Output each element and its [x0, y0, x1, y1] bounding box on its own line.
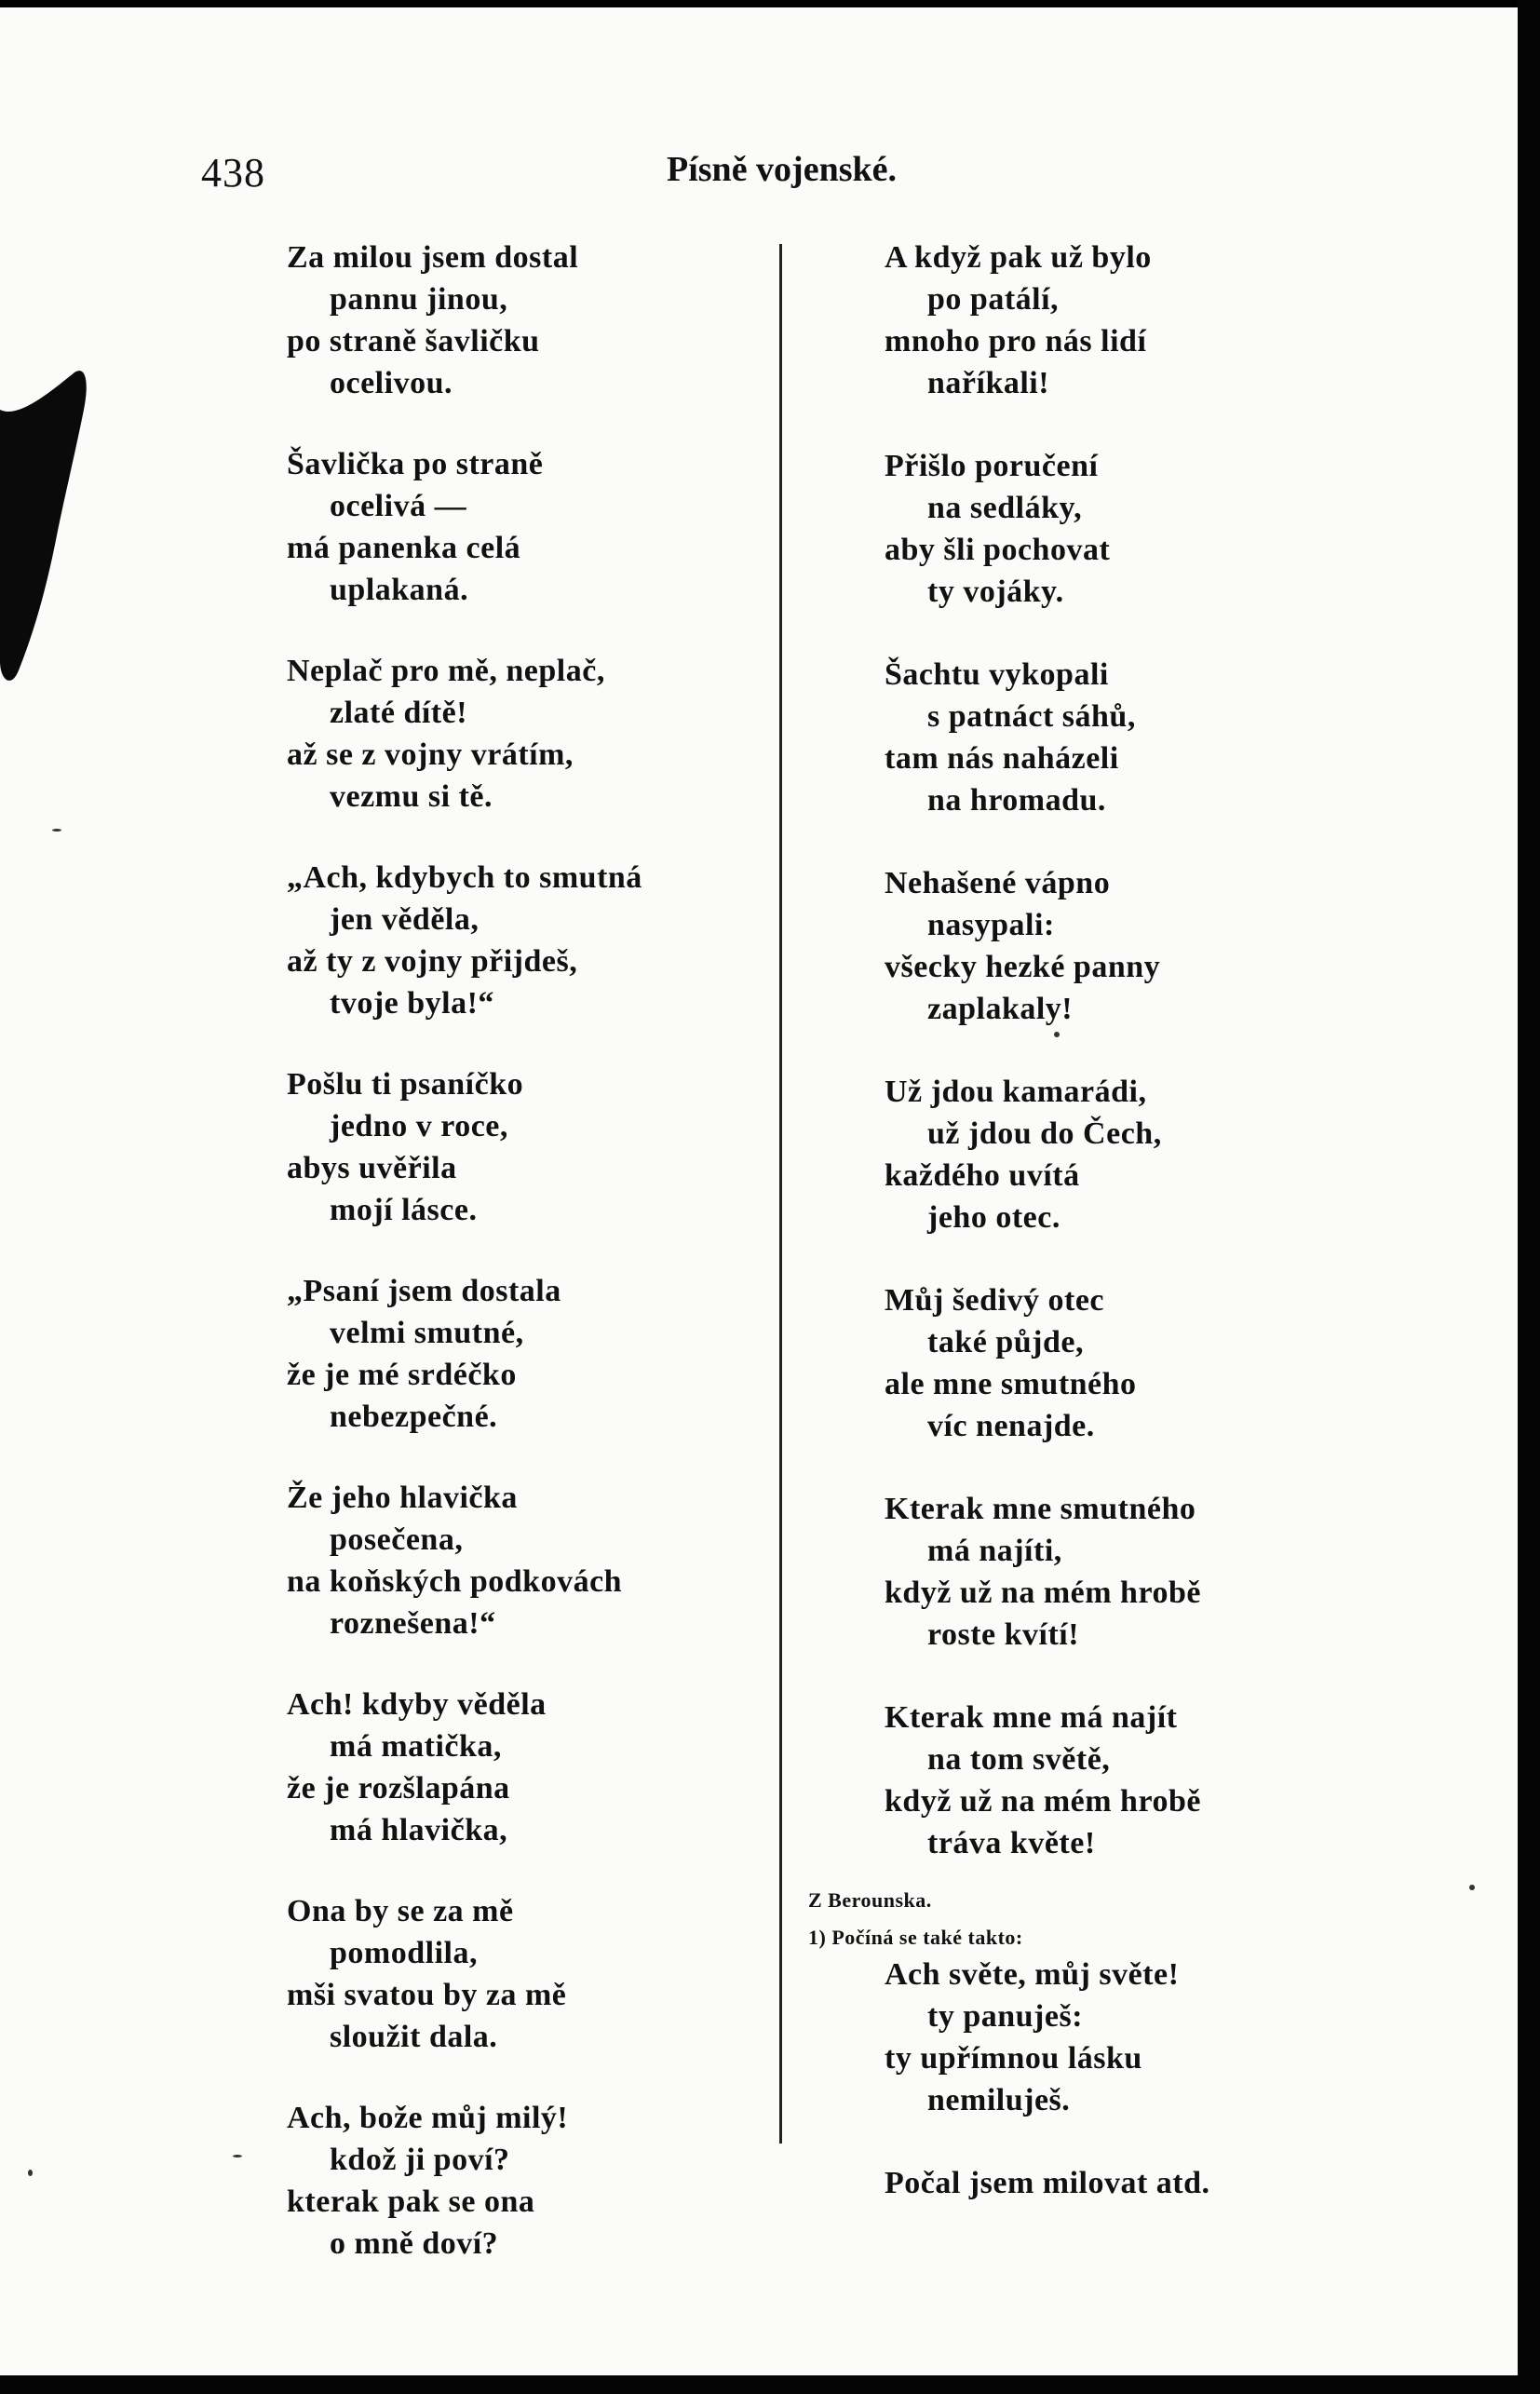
verse-line: Můj šedivý otec [885, 1283, 1105, 1318]
verse-line: naříkali! [927, 366, 1050, 400]
stanza [885, 654, 1331, 821]
verse-line: na tom světě, [927, 1742, 1111, 1777]
verse-line: Že jeho hlavička [287, 1481, 518, 1515]
verse-line: po straně šavličku [287, 324, 540, 358]
verse-line: o mně doví? [330, 2226, 499, 2261]
verse-line: na sedláky, [927, 491, 1083, 525]
verse-line: tvoje byla!“ [330, 986, 494, 1021]
verse-line: pannu jinou, [330, 282, 508, 317]
verse-line: ale mne smutného [885, 1367, 1137, 1401]
verse-line: velmi smutné, [330, 1316, 524, 1350]
verse-line: tráva květe! [927, 1826, 1096, 1860]
verse-line: po patálí, [927, 282, 1060, 317]
verse-line: má panenka celá [287, 531, 521, 565]
stanza [885, 1697, 1331, 1864]
stanza [287, 1477, 752, 1644]
verse-line: sloužit dala. [330, 2020, 498, 2054]
verse-line: kdož ji poví? [330, 2143, 510, 2177]
stanza [287, 1890, 752, 2058]
stanza [885, 1279, 1331, 1447]
stanza [885, 862, 1331, 1030]
verse-line: když už na mém hrobě [885, 1784, 1201, 1819]
footnote-verse-line: nemiluješ. [927, 2083, 1071, 2117]
verse-line: zlaté dítě! [330, 696, 468, 730]
verse-line: že je mé srdéčko [287, 1358, 517, 1392]
footnote-last-line: Počal jsem milovat atd. [885, 2166, 1210, 2200]
stanza [287, 857, 752, 1024]
verse-line: na hromadu. [927, 783, 1106, 818]
stanza [287, 1063, 752, 1231]
stanza [287, 237, 752, 404]
stanza [287, 1684, 752, 1851]
speck [52, 829, 61, 832]
verse-line: posečena, [330, 1522, 464, 1557]
stanza [287, 2097, 752, 2265]
verse-line: ocelivou. [330, 366, 453, 400]
scan-border-bottom [0, 2375, 1540, 2394]
column-divider [779, 244, 782, 2144]
stanza [287, 1270, 752, 1438]
page-number: 438 [201, 150, 265, 196]
verse-line: má matička, [330, 1729, 502, 1764]
verse-line: aby šli pochovat [885, 533, 1111, 567]
verse-line: že je rozšlapána [287, 1771, 510, 1806]
stanza [287, 650, 752, 818]
verse-line: mši svatou by za mě [287, 1978, 567, 2012]
verse-line: nebezpečné. [330, 1400, 498, 1434]
verse-line: Nehašené vápno [885, 866, 1111, 900]
verse-line: Šavlička po straně [287, 447, 544, 481]
verse-line: Ach, bože můj milý! [287, 2101, 569, 2135]
verse-line: Neplač pro mě, neplač, [287, 654, 605, 688]
verse-line: jeho otec. [927, 1200, 1060, 1235]
verse-line: už jdou do Čech, [927, 1116, 1162, 1151]
verse-line: Za milou jsem dostal [287, 240, 579, 275]
verse-line: „Psaní jsem dostala [287, 1274, 561, 1308]
verse-line: Kterak mne má najít [885, 1700, 1178, 1735]
verse-line: víc nenajde. [927, 1409, 1095, 1443]
verse-line: Ona by se za mě [287, 1894, 514, 1928]
verse-line: má najíti, [927, 1534, 1062, 1568]
verse-line: nasypali: [927, 908, 1055, 942]
verse-line: Ach! kdyby věděla [287, 1687, 547, 1722]
verse-line: také půjde, [927, 1325, 1084, 1359]
verse-line: Šachtu vykopali [885, 657, 1109, 692]
verse-line: Přišlo poručení [885, 449, 1099, 483]
verse-line: na koňských podkovách [287, 1564, 623, 1599]
verse-line: vezmu si tě. [330, 779, 493, 814]
stanza [885, 237, 1331, 404]
verse-line: „Ach, kdybych to smutná [287, 860, 642, 895]
verse-line: pomodlila, [330, 1936, 478, 1970]
verse-line: s patnáct sáhů, [927, 699, 1136, 734]
verse-line: A když pak už bylo [885, 240, 1152, 275]
right-column [808, 237, 1331, 2204]
verse-line: jen věděla, [330, 902, 480, 937]
stanza [885, 445, 1331, 613]
footnote-verse [885, 1954, 1331, 2121]
verse-line: ty vojáky. [927, 575, 1064, 609]
footnote-verse-line: ty upřímnou lásku [885, 2041, 1142, 2076]
footnote-label: 1) Počíná se také takto: [808, 1926, 1023, 1949]
verse-line: zaplakaly! [927, 992, 1074, 1026]
right-stanzas [885, 237, 1331, 1864]
footnote-verse-line: ty panuješ: [927, 1999, 1084, 2034]
verse-line: Pošlu ti psaníčko [287, 1067, 524, 1102]
verse-line: Kterak mne smutného [885, 1492, 1196, 1526]
speck [233, 2155, 242, 2157]
verse-line: má hlavička, [330, 1813, 508, 1847]
left-column [287, 237, 752, 2304]
verse-line: všecky hezké panny [885, 950, 1161, 984]
stanza [885, 1071, 1331, 1238]
verse-line: ocelivá — [330, 489, 467, 523]
stanza [885, 1488, 1331, 1656]
verse-line: Už jdou kamarádi, [885, 1075, 1147, 1109]
verse-line: uplakaná. [330, 573, 469, 607]
verse-line: až se z vojny vrátím, [287, 737, 574, 772]
verse-line: kterak pak se ona [287, 2184, 535, 2219]
verse-line: roste kvítí! [927, 1617, 1080, 1652]
verse-line: roznešena!“ [330, 1606, 496, 1641]
stanza [287, 443, 752, 611]
verse-line: až ty z vojny přijdeš, [287, 944, 578, 979]
ink-blot-decoration [0, 354, 89, 689]
verse-line: abys uvěřila [287, 1151, 457, 1185]
running-title: Písně vojenské. [667, 150, 897, 189]
source-note: Z Berounska. [808, 1888, 932, 1912]
footnote-verse-line: Ach světe, můj světe! [885, 1957, 1180, 1992]
verse-line: jedno v roce, [330, 1109, 508, 1143]
verse-line: když už na mém hrobě [885, 1576, 1201, 1610]
speck [28, 2170, 33, 2176]
verse-line: mojí lásce. [330, 1193, 478, 1227]
speck [1469, 1885, 1475, 1890]
verse-line: mnoho pro nás lidí [885, 324, 1147, 358]
verse-line: každého uvítá [885, 1158, 1080, 1193]
verse-line: tam nás naházeli [885, 741, 1119, 776]
scan-border-right [1518, 0, 1540, 2394]
